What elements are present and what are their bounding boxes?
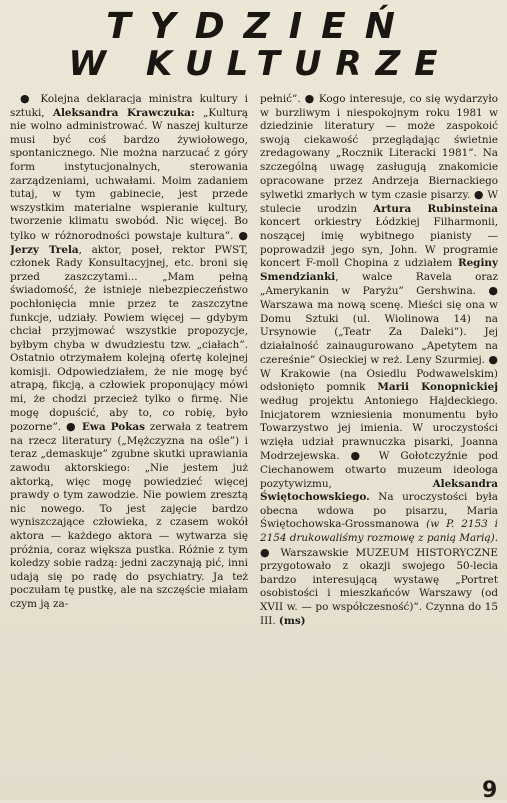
bullet-icon: ● <box>65 420 78 434</box>
person-name: Aleksandra Świętochowskiego. <box>260 477 498 504</box>
bullet-icon: ● <box>304 92 315 105</box>
left-column <box>10 92 248 798</box>
text-run: W stulecie urodzin <box>260 189 498 215</box>
text-run: koncert orkiestry Łódzkiej Filharmonii, noszącej imię wybitnego pianisty — poprowadził jego syn, John. W programie koncert F-moll Chopina z udziałem <box>260 216 498 270</box>
text-run: , aktor, poseł, rektor PWST, członek Rady Konsultacyjnej, etc. broni się przed zaszczytami... „Mam pełną świadomość, że istnieje niebezpieczeństwo pochłonięcia mnie przez te zaszczytne funkcje, udziały. Powiem więcej — gdybym chciał przyjmować wszystkie propozycje, byłbym chyba w dwudziestu tzw. „ciałach”. Ostatnio otrzymałem kolejną ofertę kolejnej komisji. Odpowiedziałem, że nie mogę być atrapą, fikcją, a człowiek proponujący mówi mi, że chodzi przecież tylko o firmę. Nie mogę dopuścić, aby to, co robię, było pozorne”. <box>10 243 248 434</box>
text-run: zerwała z teatrem na rzecz literatury („Mężczyzna na ośle”) i teraz „demaskuje” zgubne skutki uprawiania zawodu aktorskiego: „Nie jestem już aktorką, więc mogę powiedzieć więcej prawdy o tym zawodzie. Nie powiem zresztą nic nowego. To jest zajęcie bardzo wyniszczające człowieka, z czasem wokół aktora — każdego aktora — wytwarza się próżnia, coraz większa pustka. Różnie z tym koledzy sobie radzą: jedni zaczynają pić, inni udają się po radę do psychiatry. Ja też poczułam tę pustkę, ale na szczęście miałam czym ją za- <box>10 421 248 610</box>
bullet-icon: ● <box>488 353 498 367</box>
text-run: W Krakowie (na Osiedlu Podwawelskim) odsłonięto pomnik <box>260 367 498 394</box>
article-columns <box>10 92 500 800</box>
bullet-icon: ● <box>20 92 34 105</box>
bullet-icon: ● <box>473 188 484 202</box>
bullet-icon: ● <box>350 449 368 463</box>
author-signature: (ms) <box>278 614 306 627</box>
bullet-icon: ● <box>238 228 248 242</box>
masthead <box>60 6 460 84</box>
person-name: Jerzy Trela <box>10 243 79 256</box>
person-name: Marii Konopnickiej <box>377 381 498 394</box>
text-run: pełnić”. <box>260 93 305 105</box>
page-number: 9 <box>482 778 498 803</box>
text-run: „Kulturą nie wolno administrować. W naszej kulturze musi być coś bardzo żywiołowego, spontanicznego. Nie można narzucać z góry form instytucjonalnych, sterowania zarządzeniami, uchwałami. Moim zadaniem tutaj, w tym gabinecie, jest przede wszystkim materialne wspieranie kultury, tworzenie klimatu swobód. Nic więcej. Bo tylko w różnorodności powstaje kultura”. <box>10 106 248 242</box>
text-run: , walce Ravela oraz „Amerykanin w Paryżu” Gershwina. <box>260 270 498 298</box>
text-run: Kolejna deklaracja ministra kultury i sztuki, <box>10 93 248 119</box>
person-name: Reginy Smendzianki <box>260 257 498 283</box>
masthead-line-2: W KULTURZE <box>68 44 452 84</box>
person-name: Aleksandra Krawczuka: <box>52 106 195 119</box>
bullet-icon: ● <box>260 545 274 559</box>
person-name: Ewa Pokas <box>81 421 146 434</box>
text-run: W Gołotczyźnie pod Ciechanowem otwarto muzeum ideologa pozytywizmu, <box>260 450 498 490</box>
text-run: Kogo interesuje, co się wydarzyło w burzliwym i niespokojnym roku 1981 w dziedzinie literatury — może zaspokoić swoją ciekawość przeglądając świetnie zredagowany „Rocznik Literacki 1981”. Na szczególną uwagę zasługują znakomicie opracowane przez Andrzeja Biernackiego sylwetki zmarłych w tym czasie pisarzy. <box>260 93 498 202</box>
text-run: Na uroczystości była obecna wdowa po pisarzu, Maria Świętochowska-Grossmanowa <box>260 491 498 531</box>
masthead-line-1: TYDZIEŃ <box>106 6 414 47</box>
person-name: Artura Rubinsteina <box>373 202 498 215</box>
text-run: Warszawa ma nową scenę. Mieści się ona w Domu Sztuki (ul. Wiolinowa 14) na Ursynowie („Teatr Za Daleki”). Jej działalność zainaugurowano „Apetytem na czereśnie” Osieckiej w reż. Leny Szurmiej. <box>260 298 498 367</box>
paragraph-continued <box>260 92 498 628</box>
right-column <box>260 92 498 798</box>
text-run: Warszawskie MUZEUM HISTORYCZNE przygotowało z okazji swojego 50-lecia bardzo interesującą wystawę „Portret osobistości i mieszkańców Warszawy (od XVII w. — po współczesność)”. Czynna do 15 III. <box>260 546 498 627</box>
paragraph-krawczuk <box>10 92 248 612</box>
text-run: według projektu Antoniego Hajdeckiego. Inicjatorem wzniesienia monumentu było Towarzystwo jej imienia. W uroczystości wzięła udział prawnuczka pisarki, Joanna Modrzejewska. <box>260 395 498 463</box>
editor-note: (w P. 2153 i 2154 drukowaliśmy rozmowę z panią Marią). <box>260 518 498 544</box>
bullet-icon: ● <box>488 284 498 298</box>
